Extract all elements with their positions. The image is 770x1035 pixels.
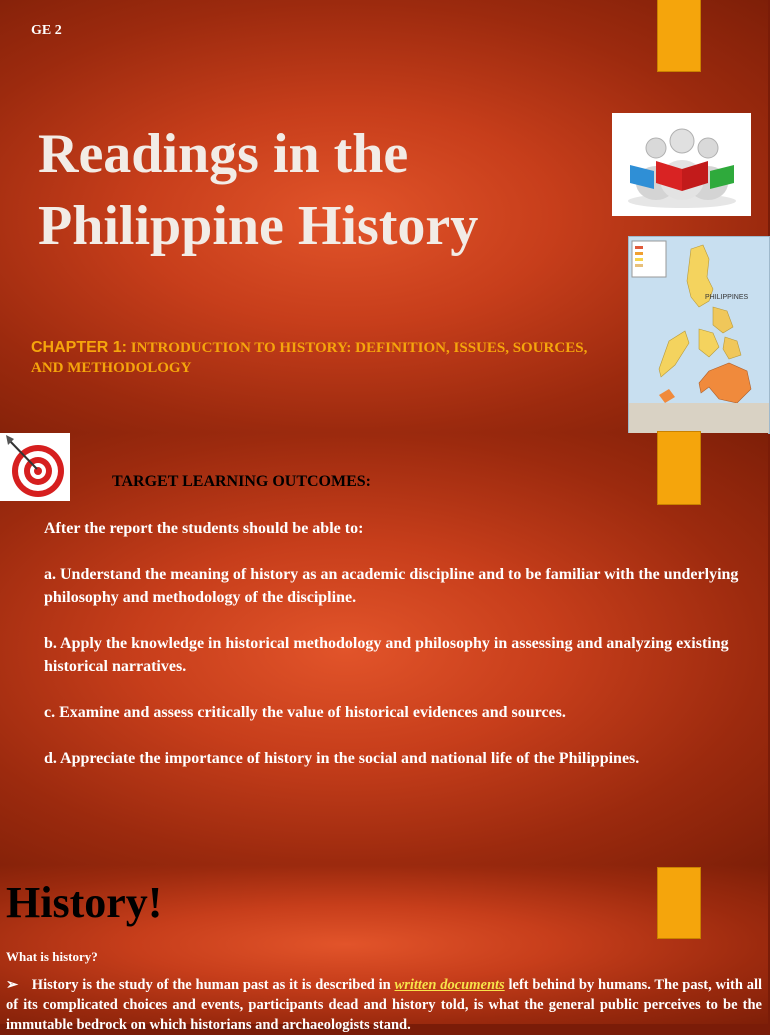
map-label: PHILIPPINES [705, 294, 749, 301]
philippines-map [628, 236, 770, 434]
orange-tab [657, 431, 701, 505]
title-line-1: Readings in the [38, 123, 409, 185]
outcome-item: c. Examine and assess critically the value of historical evidences and sources. [44, 704, 566, 721]
slide-history [0, 865, 768, 1033]
slide-outcomes [0, 433, 768, 865]
history-bullet [6, 975, 762, 1035]
outcomes-heading: TARGET LEARNING OUTCOMES: [112, 473, 371, 490]
chapter-text: INTRODUCTION TO HISTORY: DEFINITION, ISSUES, SOURCES, AND METHODOLOGY [31, 340, 588, 376]
outcome-item: a. Understand the meaning of history as an academic discipline and to be familiar with the underlying philosophy and methodology of the discipline. [44, 566, 739, 606]
chapter-lead: CHAPTER 1: [31, 339, 128, 356]
slide-title [0, 0, 768, 433]
bullet-text-1: History is the study of the human past as it is described in [31, 977, 391, 993]
outcome-item: d. Appreciate the importance of history in the social and national life of the Philippines. [44, 750, 640, 767]
chapter-subtitle [31, 338, 591, 378]
outcomes-intro: After the report the students should be able to: [44, 520, 364, 537]
orange-tab [657, 867, 701, 939]
arrow-bullet-icon: ➢ [6, 977, 19, 993]
orange-tab [657, 0, 701, 72]
title-line-2: Philippine History [38, 195, 479, 257]
outcomes-list [44, 517, 764, 793]
page-title [38, 118, 478, 262]
history-question: What is history? [6, 949, 98, 964]
course-label: GE 2 [31, 23, 62, 38]
written-documents-highlight: written documents [394, 977, 505, 993]
target-icon [0, 433, 70, 501]
history-title: History! [6, 878, 163, 927]
bullet-text-2: left behind by humans. The past, with all of its complicated choices and events, participants dead and history told, is what the general public perceives to be the immutable bedrock on which historians and archaeologists stand. [6, 977, 763, 1033]
readers-icon [612, 113, 751, 216]
outcome-item: b. Apply the knowledge in historical methodology and philosophy in assessing and analyzing existing historical narratives. [44, 635, 729, 675]
